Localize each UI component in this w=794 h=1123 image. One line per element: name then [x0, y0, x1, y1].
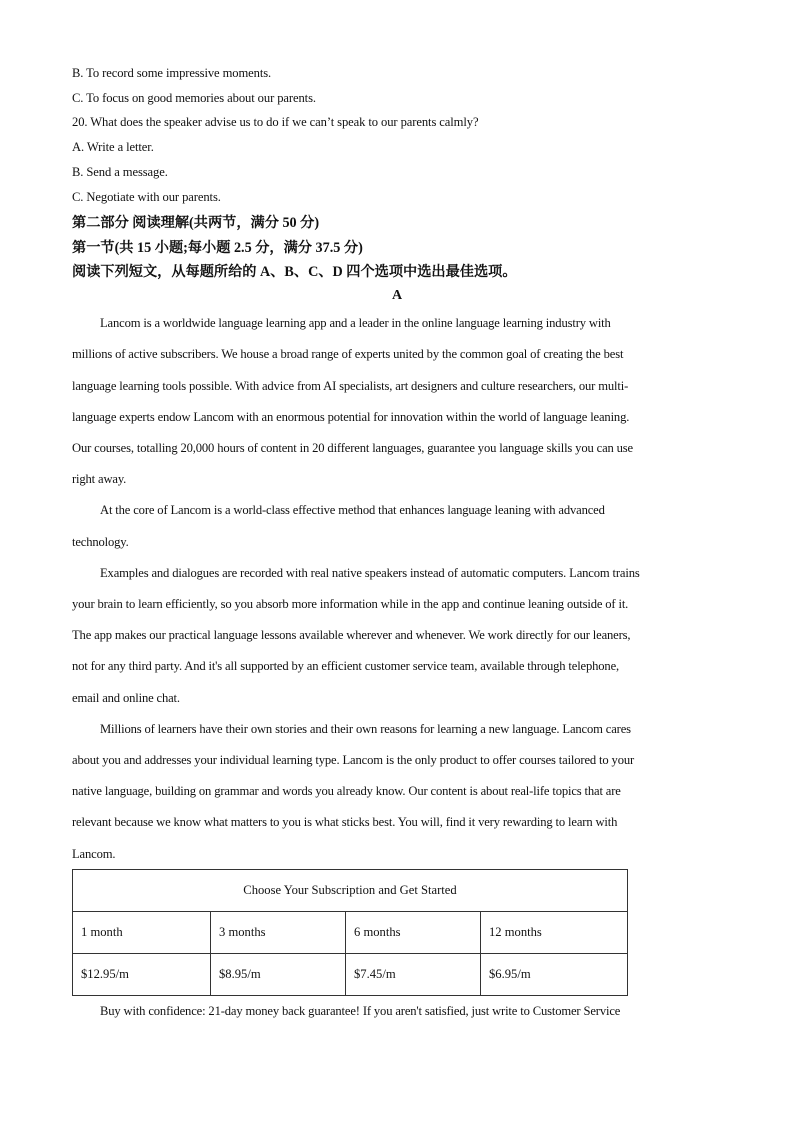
- table-title-row: [73, 870, 628, 912]
- passage-line: not for any third party. And it's all supported by an efficient customer service team, available through telephone,: [72, 659, 620, 673]
- period-cell: 6 months: [346, 912, 481, 954]
- period-cell: 1 month: [73, 912, 211, 954]
- option-line: C. Negotiate with our parents.: [72, 190, 221, 204]
- section-subheading: 第一节(共 15 小题;每小题 2.5 分，满分 37.5 分): [72, 240, 363, 256]
- period-cell: 12 months: [481, 912, 628, 954]
- guarantee-line: Buy with confidence: 21-day money back guarantee! If you aren't satisfied, just write to Customer Service: [100, 1004, 621, 1018]
- passage-line: Our courses, totalling 20,000 hours of content in 20 different languages, guarantee you language skills you can use: [72, 441, 633, 455]
- passage-line: Examples and dialogues are recorded with real native speakers instead of automatic computers. Lancom trains: [100, 566, 640, 580]
- option-line: A. Write a letter.: [72, 140, 154, 154]
- passage-line: your brain to learn efficiently, so you absorb more information while in the app and continue leaning outside of it.: [72, 597, 629, 611]
- subscription-table: [72, 869, 628, 996]
- passage-line: about you and addresses your individual learning type. Lancom is the only product to offer courses tailored to your: [72, 753, 635, 767]
- table-row: [73, 954, 628, 996]
- passage-line: language experts endow Lancom with an enormous potential for innovation within the world of language leaning.: [72, 410, 630, 424]
- passage-line: native language, building on grammar and words you already know. Our content is about real-life topics that are: [72, 784, 621, 798]
- price-cell: $8.95/m: [211, 954, 346, 996]
- table-row: [73, 912, 628, 954]
- option-line: C. To focus on good memories about our parents.: [72, 91, 316, 105]
- period-cell: 3 months: [211, 912, 346, 954]
- question-20: 20. What does the speaker advise us to do if we can’t speak to our parents calmly?: [72, 115, 479, 129]
- passage-line: technology.: [72, 535, 129, 549]
- price-cell: $7.45/m: [346, 954, 481, 996]
- instructions: 阅读下列短文，从每题所给的 A、B、C、D 四个选项中选出最佳选项。: [72, 264, 517, 280]
- price-cell: $6.95/m: [481, 954, 628, 996]
- price-cell: $12.95/m: [73, 954, 211, 996]
- passage-line: Millions of learners have their own stories and their own reasons for learning a new language. Lancom cares: [100, 722, 631, 736]
- passage-line: relevant because we know what matters to you is what sticks best. You will, find it very rewarding to learn with: [72, 815, 618, 829]
- passage-line: Lancom is a worldwide language learning app and a leader in the online language learning industry with: [100, 316, 611, 330]
- passage-line: email and online chat.: [72, 691, 180, 705]
- option-line: B. Send a message.: [72, 165, 168, 179]
- option-line: B. To record some impressive moments.: [72, 66, 272, 80]
- passage-line: The app makes our practical language lessons available wherever and whenever. We work directly for our leaners,: [72, 628, 631, 642]
- passage-line: At the core of Lancom is a world-class effective method that enhances language leaning with advanced: [100, 503, 605, 517]
- section-heading: 第二部分 阅读理解(共两节，满分 50 分): [72, 215, 320, 231]
- passage-label: A: [391, 288, 403, 303]
- passage-line: millions of active subscribers. We house a broad range of experts united by the common goal of creating the best: [72, 347, 624, 361]
- passage-line: Lancom.: [72, 847, 116, 861]
- table-title: Choose Your Subscription and Get Started: [73, 870, 628, 912]
- passage-line: right away.: [72, 472, 127, 486]
- passage-line: language learning tools possible. With advice from AI specialists, art designers and culture researchers, our multi-: [72, 379, 629, 393]
